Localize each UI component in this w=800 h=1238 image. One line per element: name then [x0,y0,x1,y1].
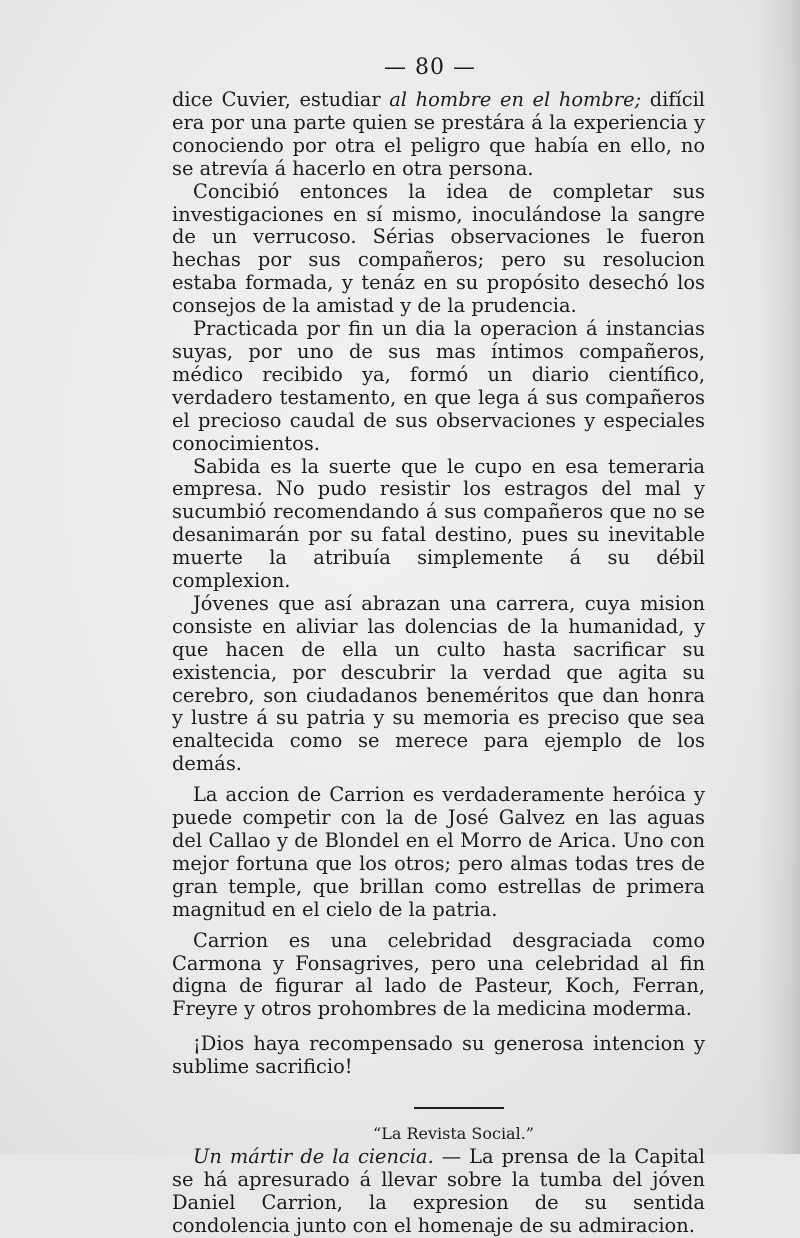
final-paragraph [172,1146,705,1238]
paragraph-7: Carrion es una celebridad desgraciada como Carmona y Fonsagrives, pero una celebridad al fin digna de figurar al lado de Pasteur, Koch, Ferran, Freyre y otros prohombres de la medicina moderma. [172,928,705,1021]
paragraph-1-rest: difícil era por una parte quien se prestára á la experiencia y conociendo por otra el peligro que había en ello, no se atrevía á hacerlo en otra persona. [172,88,705,180]
paragraph-1 [172,89,705,181]
paragraph-6: La accion de Carrion es verdaderamente heróica y puede competir con la de José Galvez en las aguas del Callao y de Blondel en el Morro de Arica. Uno con mejor fortuna que los otros; pero almas todas tres de gran temple, que brillan como estrellas de primera magnitud en el cielo de la patria. [172,783,705,921]
paragraph-8: ¡Dios haya recompensado su generosa intencion y sublime sacrificio! [172,1032,705,1079]
paragraph-1-start: dice Cuvier, estudiar [172,88,390,111]
final-paragraph-text: — La prensa de la Capital se há apresurado á llevar sobre la tumba del jóven Daniel Carrion, la expresion de su sentida condolencia junto con el homenaje de su admiracion. [172,1144,705,1237]
paragraph-1-italic: al hombre en el hombre; [389,88,642,111]
section-divider [414,1107,504,1109]
page-number: — 80 — [384,55,476,80]
paragraph-5: Jóvenes que así abrazan una carrera, cuya mision consiste en aliviar las dolencias de la humanidad, y que hacen de ella un culto hasta sacrificar su existencia, por descubrir la verdad que agita su cerebro, son ciudadanos beneméritos que dan honra y lustre á su patria y su memoria es preciso que sea enaltecida como se merece para ejemplo de los demás. [172,591,705,776]
body-text [172,89,705,1238]
source-label: “La Revista Social.” [373,1124,534,1144]
paragraph-3: Practicada por fin un dia la operacion á instancias suyas, por uno de sus mas íntimos compañeros, médico recibido ya, formó un diario científico, verdadero testamento, en que lega á sus compañeros el precioso caudal de sus observaciones y especiales conocimientos. [172,317,705,455]
final-paragraph-title: Un mártir de la ciencia. [193,1144,434,1168]
paragraph-4: Sabida es la suerte que le cupo en esa temeraria empresa. No pudo resistir los estragos del mal y sucumbió recomendando á sus compañeros que no se desanimarán por su fatal destino, pues su inevitable muerte la atribuía simplemente á su débil complexion. [172,454,705,593]
paragraph-2: Concibió entonces la idea de completar sus investigaciones en sí mismo, inoculándose la sangre de un verrucoso. Sérias observaciones le fueron hechas por sus compañeros; pero su resolucion estaba formada, y tenáz en su propósito desechó los consejos de la amistad y de la prudencia. [172,179,705,318]
page-edge-shadow [758,0,800,1154]
